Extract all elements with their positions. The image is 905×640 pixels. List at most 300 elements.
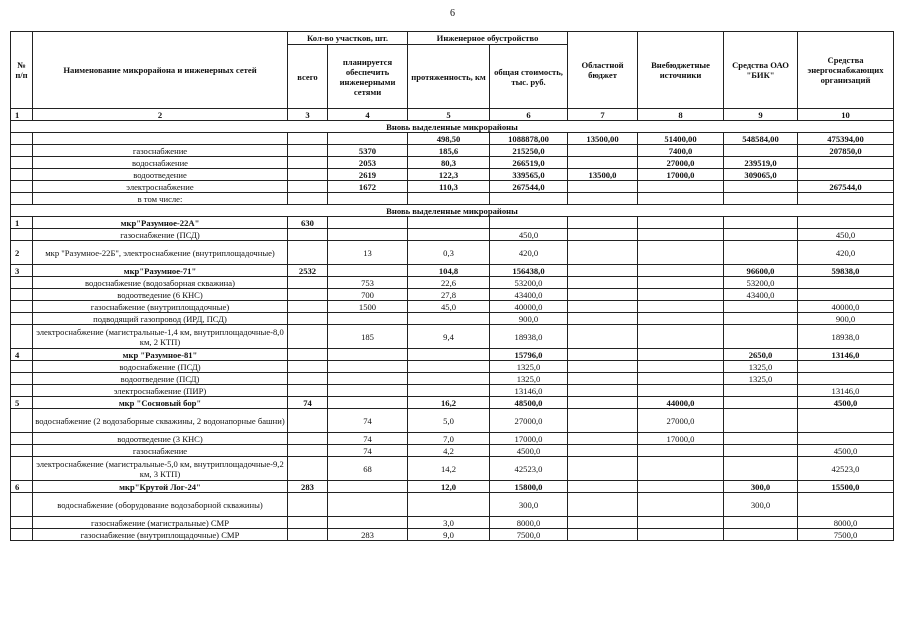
name-cell: газоснабжение: [33, 145, 288, 157]
table-row: [11, 385, 894, 397]
value-cell: [724, 325, 798, 349]
table-row: [11, 445, 894, 457]
value-cell: [288, 349, 328, 361]
value-cell: 2619: [328, 169, 408, 181]
row-number-cell: [11, 325, 33, 349]
value-cell: [568, 181, 638, 193]
value-cell: [568, 217, 638, 229]
value-cell: 17000,0: [638, 433, 724, 445]
value-cell: [724, 181, 798, 193]
value-cell: 267544,0: [490, 181, 568, 193]
name-cell: электроснабжение (магистральные-5,0 км, внутриплощадочные-9,2 км, 3 КТП): [33, 457, 288, 481]
name-cell: водоотведение (ПСД): [33, 373, 288, 385]
value-cell: [568, 397, 638, 409]
value-cell: [638, 457, 724, 481]
value-cell: 900,0: [798, 313, 894, 325]
value-cell: [638, 493, 724, 517]
name-cell: мкр "Разумное-22Б", электроснабжение (внутриплощадочные): [33, 241, 288, 265]
value-cell: 27000,0: [638, 409, 724, 433]
value-cell: 45,0: [408, 301, 490, 313]
value-cell: [328, 361, 408, 373]
value-cell: [568, 289, 638, 301]
value-cell: 15500,0: [798, 481, 894, 493]
value-cell: [568, 409, 638, 433]
table-row: [11, 397, 894, 409]
value-cell: [638, 529, 724, 541]
value-cell: 339565,0: [490, 169, 568, 181]
value-cell: [798, 157, 894, 169]
value-cell: [288, 517, 328, 529]
name-cell: мкр "Сосновый бор": [33, 397, 288, 409]
value-cell: [568, 373, 638, 385]
header-plots-group: Кол-во участков, шт.: [288, 32, 408, 45]
value-cell: [288, 493, 328, 517]
row-number-cell: [11, 145, 33, 157]
name-cell: газоснабжение: [33, 445, 288, 457]
value-cell: 1500: [328, 301, 408, 313]
value-cell: [288, 529, 328, 541]
row-number-cell: [11, 409, 33, 433]
table-row: [11, 133, 894, 145]
value-cell: [568, 241, 638, 265]
value-cell: [568, 361, 638, 373]
value-cell: [288, 385, 328, 397]
value-cell: [638, 289, 724, 301]
value-cell: [288, 433, 328, 445]
header-num: № п/п: [11, 32, 33, 109]
row-number-cell: [11, 277, 33, 289]
table-row: [11, 457, 894, 481]
header-plots-planned: планируется обеспечить инженерными сетями: [328, 45, 408, 109]
section-row: [11, 205, 894, 217]
value-cell: 44000,0: [638, 397, 724, 409]
table-row: [11, 289, 894, 301]
column-numbers-row: [11, 109, 894, 121]
name-cell: газоснабжение (внутриплощадочные): [33, 301, 288, 313]
header-bik-funds: Средства ОАО "БИК": [724, 32, 798, 109]
value-cell: [408, 193, 490, 205]
value-cell: [328, 193, 408, 205]
row-number-cell: [11, 313, 33, 325]
value-cell: 22,6: [408, 277, 490, 289]
value-cell: 122,3: [408, 169, 490, 181]
value-cell: 51400,00: [638, 133, 724, 145]
value-cell: 17000,0: [490, 433, 568, 445]
name-cell: газоснабжение (магистральные) СМР: [33, 517, 288, 529]
value-cell: [568, 265, 638, 277]
engineering-infrastructure-table: [10, 31, 894, 541]
value-cell: 1325,0: [724, 373, 798, 385]
header-extrabudget: Внебюджетные источники: [638, 32, 724, 109]
table-row: [11, 229, 894, 241]
row-number-cell: [11, 457, 33, 481]
value-cell: 1088878,00: [490, 133, 568, 145]
value-cell: [408, 313, 490, 325]
value-cell: [288, 445, 328, 457]
value-cell: 80,3: [408, 157, 490, 169]
table-row: [11, 157, 894, 169]
value-cell: [724, 397, 798, 409]
row-number-cell: [11, 181, 33, 193]
value-cell: 450,0: [798, 229, 894, 241]
value-cell: [638, 265, 724, 277]
table-row: [11, 373, 894, 385]
value-cell: 53200,0: [724, 277, 798, 289]
value-cell: [798, 277, 894, 289]
value-cell: 43400,0: [490, 289, 568, 301]
table-row: [11, 325, 894, 349]
value-cell: 5370: [328, 145, 408, 157]
value-cell: 4500,0: [798, 445, 894, 457]
value-cell: 18938,0: [490, 325, 568, 349]
value-cell: 13: [328, 241, 408, 265]
value-cell: [288, 193, 328, 205]
name-cell: водоотведение: [33, 169, 288, 181]
value-cell: 17000,0: [638, 169, 724, 181]
value-cell: 43400,0: [724, 289, 798, 301]
value-cell: [638, 325, 724, 349]
value-cell: [724, 529, 798, 541]
value-cell: 1325,0: [724, 361, 798, 373]
value-cell: [328, 517, 408, 529]
value-cell: 14,2: [408, 457, 490, 481]
value-cell: 53200,0: [490, 277, 568, 289]
value-cell: [328, 373, 408, 385]
value-cell: 15800,0: [490, 481, 568, 493]
value-cell: 215250,0: [490, 145, 568, 157]
value-cell: 420,0: [798, 241, 894, 265]
value-cell: 18938,0: [798, 325, 894, 349]
value-cell: 475394,00: [798, 133, 894, 145]
name-cell: подводящий газопровод (ИРД, ПСД): [33, 313, 288, 325]
value-cell: [288, 313, 328, 325]
name-cell: водоотведение (3 КНС): [33, 433, 288, 445]
value-cell: [568, 313, 638, 325]
value-cell: 700: [328, 289, 408, 301]
value-cell: [568, 481, 638, 493]
value-cell: [568, 229, 638, 241]
row-number-cell: 4: [11, 349, 33, 361]
table-row: [11, 193, 894, 205]
name-cell: в том числе:: [33, 193, 288, 205]
value-cell: [568, 529, 638, 541]
table-row: [11, 181, 894, 193]
value-cell: [638, 385, 724, 397]
value-cell: 2532: [288, 265, 328, 277]
row-number-cell: [11, 193, 33, 205]
name-cell: электроснабжение: [33, 181, 288, 193]
value-cell: [288, 145, 328, 157]
section-title: Вновь выделенные микрорайоны: [11, 121, 894, 133]
value-cell: 3,0: [408, 517, 490, 529]
value-cell: 283: [288, 481, 328, 493]
value-cell: [724, 385, 798, 397]
section-row: [11, 121, 894, 133]
value-cell: [568, 517, 638, 529]
value-cell: 110,3: [408, 181, 490, 193]
value-cell: [288, 409, 328, 433]
value-cell: [638, 361, 724, 373]
value-cell: [638, 517, 724, 529]
value-cell: [568, 145, 638, 157]
value-cell: 7500,0: [490, 529, 568, 541]
value-cell: 2053: [328, 157, 408, 169]
name-cell: водоотведение (6 КНС): [33, 289, 288, 301]
value-cell: [408, 217, 490, 229]
value-cell: [288, 169, 328, 181]
value-cell: [568, 457, 638, 481]
value-cell: 59838,0: [798, 265, 894, 277]
value-cell: 900,0: [490, 313, 568, 325]
row-number-cell: [11, 529, 33, 541]
value-cell: [328, 217, 408, 229]
name-cell: [33, 133, 288, 145]
table-row: [11, 361, 894, 373]
value-cell: [568, 445, 638, 457]
value-cell: 0,3: [408, 241, 490, 265]
name-cell: водоснабжение (ПСД): [33, 361, 288, 373]
row-number-cell: [11, 157, 33, 169]
table-header: [11, 32, 894, 121]
value-cell: 74: [328, 409, 408, 433]
value-cell: [638, 217, 724, 229]
value-cell: [288, 301, 328, 313]
value-cell: [798, 373, 894, 385]
value-cell: 27000,0: [638, 157, 724, 169]
row-number-cell: [11, 229, 33, 241]
value-cell: 2650,0: [724, 349, 798, 361]
value-cell: [568, 193, 638, 205]
name-cell: электроснабжение (магистральные-1,4 км, внутриплощадочные-8,0 км, 2 КТП): [33, 325, 288, 349]
table-row: [11, 301, 894, 313]
value-cell: [638, 301, 724, 313]
table-row: [11, 313, 894, 325]
row-number-cell: [11, 517, 33, 529]
table-row: [11, 241, 894, 265]
value-cell: [328, 229, 408, 241]
value-cell: 548584,00: [724, 133, 798, 145]
value-cell: 630: [288, 217, 328, 229]
row-number-cell: 2: [11, 241, 33, 265]
value-cell: 156438,0: [490, 265, 568, 277]
value-cell: 13146,0: [490, 385, 568, 397]
column-number: 6: [490, 109, 568, 121]
table-row: [11, 517, 894, 529]
value-cell: [724, 433, 798, 445]
value-cell: [724, 517, 798, 529]
table-row: [11, 145, 894, 157]
row-number-cell: [11, 301, 33, 313]
value-cell: 185,6: [408, 145, 490, 157]
column-number: 10: [798, 109, 894, 121]
value-cell: 239519,0: [724, 157, 798, 169]
name-cell: газоснабжение (внутриплощадочные) СМР: [33, 529, 288, 541]
value-cell: [328, 493, 408, 517]
value-cell: 4,2: [408, 445, 490, 457]
value-cell: 4500,0: [490, 445, 568, 457]
value-cell: 68: [328, 457, 408, 481]
page-number: 6: [450, 8, 455, 19]
value-cell: [288, 289, 328, 301]
header-plots-total: всего: [288, 45, 328, 109]
table-row: [11, 481, 894, 493]
table-row: [11, 217, 894, 229]
name-cell: водоснабжение (водозаборная скважина): [33, 277, 288, 289]
value-cell: 27000,0: [490, 409, 568, 433]
name-cell: водоснабжение (оборудование водозаборной скважины): [33, 493, 288, 517]
value-cell: [328, 397, 408, 409]
value-cell: [798, 361, 894, 373]
row-number-cell: [11, 445, 33, 457]
column-number: 4: [328, 109, 408, 121]
row-number-cell: 1: [11, 217, 33, 229]
value-cell: 300,0: [724, 493, 798, 517]
table-row: [11, 265, 894, 277]
value-cell: [798, 289, 894, 301]
value-cell: 8000,0: [798, 517, 894, 529]
value-cell: [408, 493, 490, 517]
value-cell: [288, 229, 328, 241]
value-cell: [724, 217, 798, 229]
column-number: 2: [33, 109, 288, 121]
value-cell: [724, 445, 798, 457]
header-regional-budget: Областной бюджет: [568, 32, 638, 109]
value-cell: [328, 313, 408, 325]
column-number: 7: [568, 109, 638, 121]
header-cost: общая стоимость, тыс. руб.: [490, 45, 568, 109]
value-cell: 1325,0: [490, 373, 568, 385]
row-number-cell: 6: [11, 481, 33, 493]
column-number: 5: [408, 109, 490, 121]
value-cell: [568, 493, 638, 517]
value-cell: 1325,0: [490, 361, 568, 373]
value-cell: 8000,0: [490, 517, 568, 529]
value-cell: 42523,0: [490, 457, 568, 481]
value-cell: [638, 481, 724, 493]
value-cell: 13500,00: [568, 133, 638, 145]
table-row: [11, 529, 894, 541]
value-cell: [724, 229, 798, 241]
value-cell: [328, 481, 408, 493]
value-cell: [638, 241, 724, 265]
column-number: 1: [11, 109, 33, 121]
value-cell: [288, 181, 328, 193]
value-cell: [568, 325, 638, 349]
value-cell: [724, 241, 798, 265]
value-cell: [724, 457, 798, 481]
value-cell: [568, 349, 638, 361]
value-cell: 498,50: [408, 133, 490, 145]
value-cell: 4500,0: [798, 397, 894, 409]
row-number-cell: [11, 289, 33, 301]
row-number-cell: [11, 133, 33, 145]
value-cell: 40000,0: [490, 301, 568, 313]
value-cell: [798, 409, 894, 433]
value-cell: [638, 181, 724, 193]
name-cell: водоснабжение (2 водозаборные скважины, 2 водонапорные башни): [33, 409, 288, 433]
table-row: [11, 433, 894, 445]
value-cell: [724, 301, 798, 313]
value-cell: [638, 313, 724, 325]
value-cell: [638, 373, 724, 385]
value-cell: 16,2: [408, 397, 490, 409]
value-cell: [408, 361, 490, 373]
value-cell: [798, 433, 894, 445]
value-cell: [328, 265, 408, 277]
name-cell: мкр "Разумное-81": [33, 349, 288, 361]
value-cell: [724, 313, 798, 325]
value-cell: 309065,0: [724, 169, 798, 181]
value-cell: [288, 373, 328, 385]
value-cell: 300,0: [490, 493, 568, 517]
value-cell: 1672: [328, 181, 408, 193]
value-cell: 9,4: [408, 325, 490, 349]
value-cell: 300,0: [724, 481, 798, 493]
value-cell: 40000,0: [798, 301, 894, 313]
header-name: Наименование микрорайона и инженерных сетей: [33, 32, 288, 109]
value-cell: [408, 349, 490, 361]
row-number-cell: [11, 373, 33, 385]
name-cell: мкр"Разумное-22А": [33, 217, 288, 229]
row-number-cell: [11, 493, 33, 517]
value-cell: [288, 361, 328, 373]
value-cell: [288, 241, 328, 265]
value-cell: 27,8: [408, 289, 490, 301]
value-cell: 15796,0: [490, 349, 568, 361]
value-cell: 283: [328, 529, 408, 541]
value-cell: [408, 373, 490, 385]
header-energy-funds: Средства энергоснабжающих организаций: [798, 32, 894, 109]
value-cell: [288, 325, 328, 349]
value-cell: [288, 133, 328, 145]
value-cell: [490, 217, 568, 229]
value-cell: [568, 277, 638, 289]
value-cell: [724, 409, 798, 433]
value-cell: 7500,0: [798, 529, 894, 541]
value-cell: [328, 385, 408, 397]
value-cell: [568, 157, 638, 169]
value-cell: 5,0: [408, 409, 490, 433]
value-cell: [328, 349, 408, 361]
value-cell: 13146,0: [798, 349, 894, 361]
value-cell: [288, 277, 328, 289]
column-number: 8: [638, 109, 724, 121]
value-cell: 753: [328, 277, 408, 289]
value-cell: [408, 385, 490, 397]
value-cell: [568, 301, 638, 313]
value-cell: 185: [328, 325, 408, 349]
value-cell: [568, 385, 638, 397]
name-cell: мкр"Разумное-71": [33, 265, 288, 277]
value-cell: [724, 193, 798, 205]
section-title: Вновь выделенные микрорайоны: [11, 205, 894, 217]
value-cell: 48500,0: [490, 397, 568, 409]
value-cell: [638, 349, 724, 361]
table-row: [11, 409, 894, 433]
header-length: протяженность, км: [408, 45, 490, 109]
value-cell: 450,0: [490, 229, 568, 241]
value-cell: [328, 133, 408, 145]
value-cell: [724, 145, 798, 157]
value-cell: 74: [288, 397, 328, 409]
name-cell: газоснабжение (ПСД): [33, 229, 288, 241]
column-number: 3: [288, 109, 328, 121]
value-cell: [408, 229, 490, 241]
value-cell: 74: [328, 445, 408, 457]
row-number-cell: [11, 361, 33, 373]
value-cell: 13500,0: [568, 169, 638, 181]
value-cell: [288, 457, 328, 481]
